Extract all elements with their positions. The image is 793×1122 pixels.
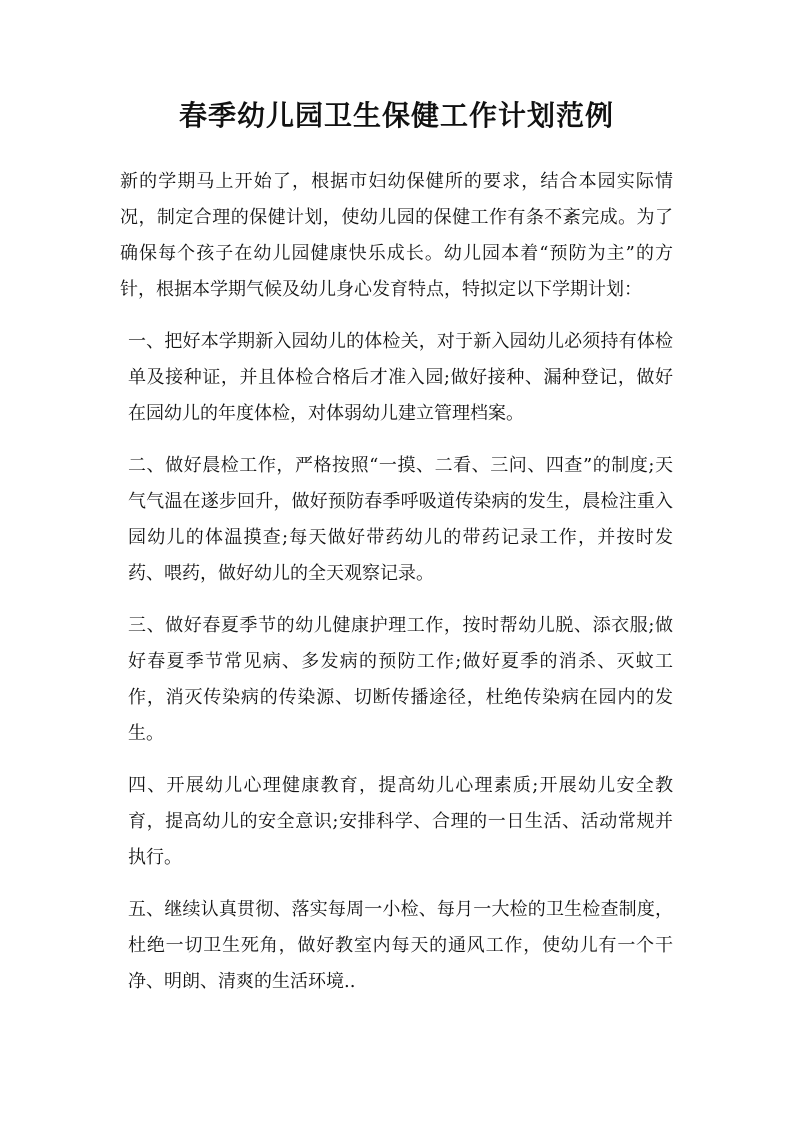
paragraph-item-1: 一、把好本学期新入园幼儿的体检关，对于新入园幼儿必须持有体检单及接种证，并且体检合格后才准入园;做好接种、漏种登记，做好在园幼儿的年度体检，对体弱幼儿建立管理档案。 — [128, 331, 673, 424]
paragraph-item-5: 五、继续认真贯彻、落实每周一小检、每月一大检的卫生检查制度，杜绝一切卫生死角，做好教室内每天的通风工作，使幼儿有一个干净、明朗、清爽的生活环境.. — [128, 899, 673, 992]
document-title: 春季幼儿园卫生保健工作计划范例 — [178, 99, 614, 132]
intro-paragraph: 新的学期马上开始了，根据市妇幼保健所的要求，结合本园实际情况，制定合理的保健计划，使幼儿园的保健工作有条不紊完成。为了确保每个孩子在幼儿园健康快乐成长。幼儿园本着“预防为主”的方针，根据本学期气候及幼儿身心发育特点，特拟定以下学期计划： — [120, 171, 673, 300]
paragraph-item-4: 四、开展幼儿心理健康教育，提高幼儿心理素质;开展幼儿安全教育，提高幼儿的安全意识;安排科学、合理的一日生活、活动常规并执行。 — [128, 775, 673, 868]
paragraph-item-3: 三、做好春夏季节的幼儿健康护理工作，按时帮幼儿脱、添衣服;做好春夏季节常见病、多发病的预防工作;做好夏季的消杀、灭蚊工作，消灭传染病的传染源、切断传播途径，杜绝传染病在园内的发生。 — [128, 615, 673, 744]
paragraph-item-2: 二、做好晨检工作，严格按照“一摸、二看、三问、四查”的制度;天气气温在遂步回升，做好预防春季呼吸道传染病的发生，晨检注重入园幼儿的体温摸查;每天做好带药幼儿的带药记录工作，并按时发药、喂药，做好幼儿的全天观察记录。 — [128, 455, 673, 584]
